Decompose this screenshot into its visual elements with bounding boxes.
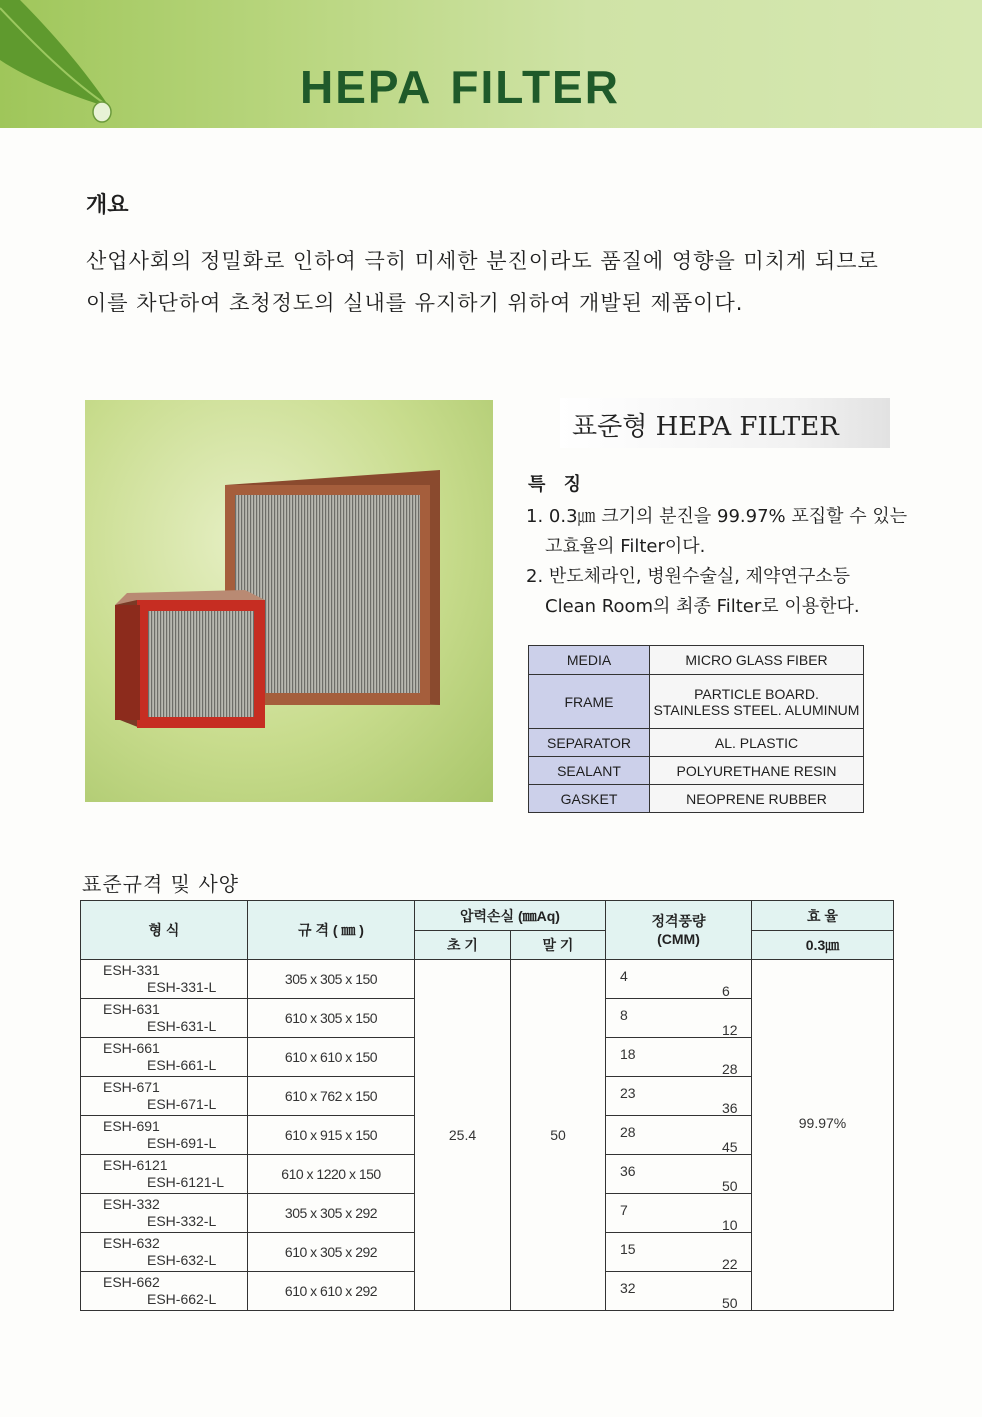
spec-value: AL. PLASTIC	[650, 729, 864, 757]
flow-cell: 8 12	[606, 999, 752, 1038]
header-size: 규 격 ( ㎜ )	[248, 901, 415, 960]
model-cell: ESH-631 ESH-631-L	[81, 999, 248, 1038]
header-eff-sub: 0.3㎛	[752, 931, 894, 960]
flow-cell: 7 10	[606, 1194, 752, 1233]
overview-text: 산업사회의 정밀화로 인하여 극히 미세한 분진이라도 품질에 영향을 미치게 되므로 이를 차단하여 초청정도의 실내를 유지하기 위하여 개발된 제품이다.	[86, 249, 879, 315]
model-cell: ESH-331 ESH-331-L	[81, 960, 248, 999]
header-initial: 초 기	[415, 931, 511, 960]
table-row	[529, 675, 864, 729]
header-flow: 정격풍량 (CMM)	[606, 901, 752, 960]
flow-cell: 36 50	[606, 1155, 752, 1194]
page-title: HEPA FILTER	[300, 61, 620, 113]
flow-cell: 4 6	[606, 960, 752, 999]
flow-cell: 32 50	[606, 1272, 752, 1311]
header-pressure: 압력손실 (㎜Aq)	[415, 901, 606, 931]
table-row	[81, 960, 894, 999]
standard-heading: 표준규격 및 사양	[82, 872, 239, 896]
feature-line-2: 고효율의 Filter이다.	[545, 536, 706, 557]
size-cell: 610 x 610 x 292	[248, 1272, 415, 1311]
efficiency-cell: 99.97%	[752, 960, 894, 1311]
model-cell: ESH-632 ESH-632-L	[81, 1233, 248, 1272]
spec-key: FRAME	[529, 675, 650, 729]
table-row	[529, 646, 864, 675]
features-heading: 특 징	[528, 474, 588, 495]
spec-value: NEOPRENE RUBBER	[650, 785, 864, 813]
product-photo	[85, 400, 493, 802]
spec-key: SEPARATOR	[529, 729, 650, 757]
feature-line-3: 2. 반도체라인, 병원수술실, 제약연구소등	[526, 566, 850, 587]
feature-line-4: Clean Room의 최종 Filter로 이용한다.	[545, 596, 860, 617]
size-cell: 610 x 915 x 150	[248, 1116, 415, 1155]
size-cell: 610 x 305 x 292	[248, 1233, 415, 1272]
model-cell: ESH-691 ESH-691-L	[81, 1116, 248, 1155]
feature-line-1: 1. 0.3㎛ 크기의 분진을 99.97% 포집할 수 있는	[526, 506, 908, 527]
spec-value: MICRO GLASS FIBER	[650, 646, 864, 675]
flow-cell: 15 22	[606, 1233, 752, 1272]
hepa-filter-image	[85, 400, 493, 802]
flow-cell: 23 36	[606, 1077, 752, 1116]
leaf-icon	[0, 0, 130, 125]
size-cell: 610 x 762 x 150	[248, 1077, 415, 1116]
model-cell: ESH-332 ESH-332-L	[81, 1194, 248, 1233]
header-model: 형 식	[81, 901, 248, 960]
spec-key: GASKET	[529, 785, 650, 813]
header-final: 말 기	[511, 931, 606, 960]
spec-table	[528, 645, 864, 813]
product-title: 표준형 HEPA FILTER	[560, 398, 890, 448]
size-cell: 610 x 610 x 150	[248, 1038, 415, 1077]
table-row	[529, 729, 864, 757]
size-cell: 305 x 305 x 292	[248, 1194, 415, 1233]
table-row	[529, 785, 864, 813]
standard-table	[80, 900, 894, 1311]
spec-value: PARTICLE BOARD. STAINLESS STEEL. ALUMINUM	[650, 675, 864, 729]
spec-value: POLYURETHANE RESIN	[650, 757, 864, 785]
spec-key: MEDIA	[529, 646, 650, 675]
model-cell: ESH-662 ESH-662-L	[81, 1272, 248, 1311]
initial-pressure-cell: 25.4	[415, 960, 511, 1311]
size-cell: 610 x 1220 x 150	[248, 1155, 415, 1194]
header-banner	[0, 0, 982, 128]
overview-heading: 개요	[86, 193, 129, 218]
flow-cell: 28 45	[606, 1116, 752, 1155]
model-cell: ESH-671 ESH-671-L	[81, 1077, 248, 1116]
flow-cell: 18 28	[606, 1038, 752, 1077]
size-cell: 305 x 305 x 150	[248, 960, 415, 999]
table-row	[529, 757, 864, 785]
spec-key: SEALANT	[529, 757, 650, 785]
size-cell: 610 x 305 x 150	[248, 999, 415, 1038]
model-cell: ESH-6121 ESH-6121-L	[81, 1155, 248, 1194]
final-pressure-cell: 50	[511, 960, 606, 1311]
header-efficiency: 효 율	[752, 901, 894, 931]
model-cell: ESH-661 ESH-661-L	[81, 1038, 248, 1077]
